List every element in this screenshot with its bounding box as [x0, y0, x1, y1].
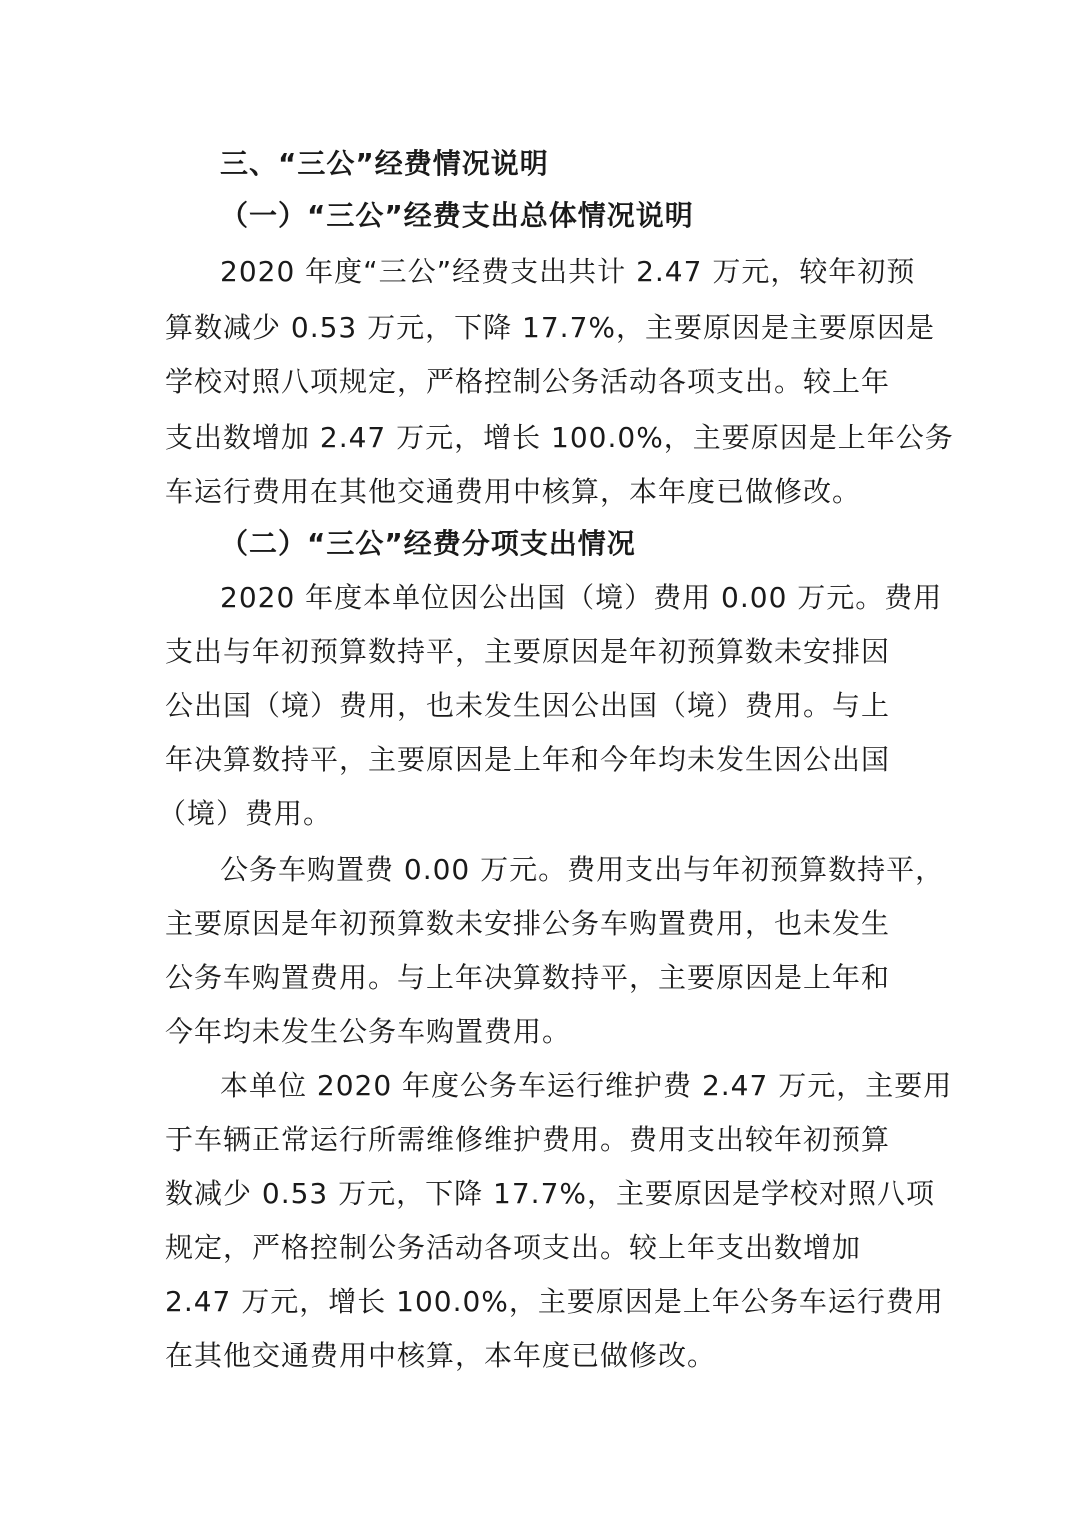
- paragraph-line: 今年均未发生公务车购置费用。: [165, 1015, 572, 1048]
- paragraph-line: 于车辆正常运行所需维修维护费用。费用支出较年初预算: [165, 1123, 891, 1156]
- paragraph-line: 算数减少 0.53 万元，下降 17.7%，主要原因是主要原因是: [165, 311, 935, 344]
- subheading-overview: （一）“三公”经费支出总体情况说明: [220, 199, 694, 232]
- paragraph-line: 支出数增加 2.47 万元，增长 100.0%，主要原因是上年公务: [165, 421, 954, 454]
- paragraph-line: 车运行费用在其他交通费用中核算，本年度已做修改。: [165, 475, 862, 508]
- paragraph-line: （境）费用。: [158, 797, 333, 830]
- paragraph-line: 规定，严格控制公务活动各项支出。较上年支出数增加: [165, 1231, 862, 1264]
- paragraph-line: 公务车购置费 0.00 万元。费用支出与年初预算数持平，: [220, 853, 945, 886]
- paragraph-line: 主要原因是年初预算数未安排公务车购置费用，也未发生: [165, 907, 891, 940]
- paragraph-line: 年决算数持平，主要原因是上年和今年均未发生因公出国: [165, 743, 891, 776]
- subheading-itemized: （二）“三公”经费分项支出情况: [220, 527, 636, 560]
- paragraph-line: 学校对照八项规定，严格控制公务活动各项支出。较上年: [165, 365, 891, 398]
- paragraph-line: 公务车购置费用。与上年决算数持平，主要原因是上年和: [165, 961, 891, 994]
- paragraph-line: 数减少 0.53 万元，下降 17.7%，主要原因是学校对照八项: [165, 1177, 935, 1210]
- section-heading: 三、“三公”经费情况说明: [220, 147, 549, 180]
- paragraph-line: 2020 年度“三公”经费支出共计 2.47 万元，较年初预: [220, 255, 916, 288]
- paragraph-line: 支出与年初预算数持平，主要原因是年初预算数未安排因: [165, 635, 891, 668]
- paragraph-line: 2020 年度本单位因公出国（境）费用 0.00 万元。费用: [220, 581, 943, 614]
- paragraph-line: 在其他交通费用中核算，本年度已做修改。: [165, 1339, 717, 1372]
- paragraph-line: 公出国（境）费用，也未发生因公出国（境）费用。与上: [165, 689, 891, 722]
- paragraph-line: 本单位 2020 年度公务车运行维护费 2.47 万元，主要用: [220, 1069, 953, 1102]
- paragraph-line: 2.47 万元，增长 100.0%，主要原因是上年公务车运行费用: [165, 1285, 944, 1318]
